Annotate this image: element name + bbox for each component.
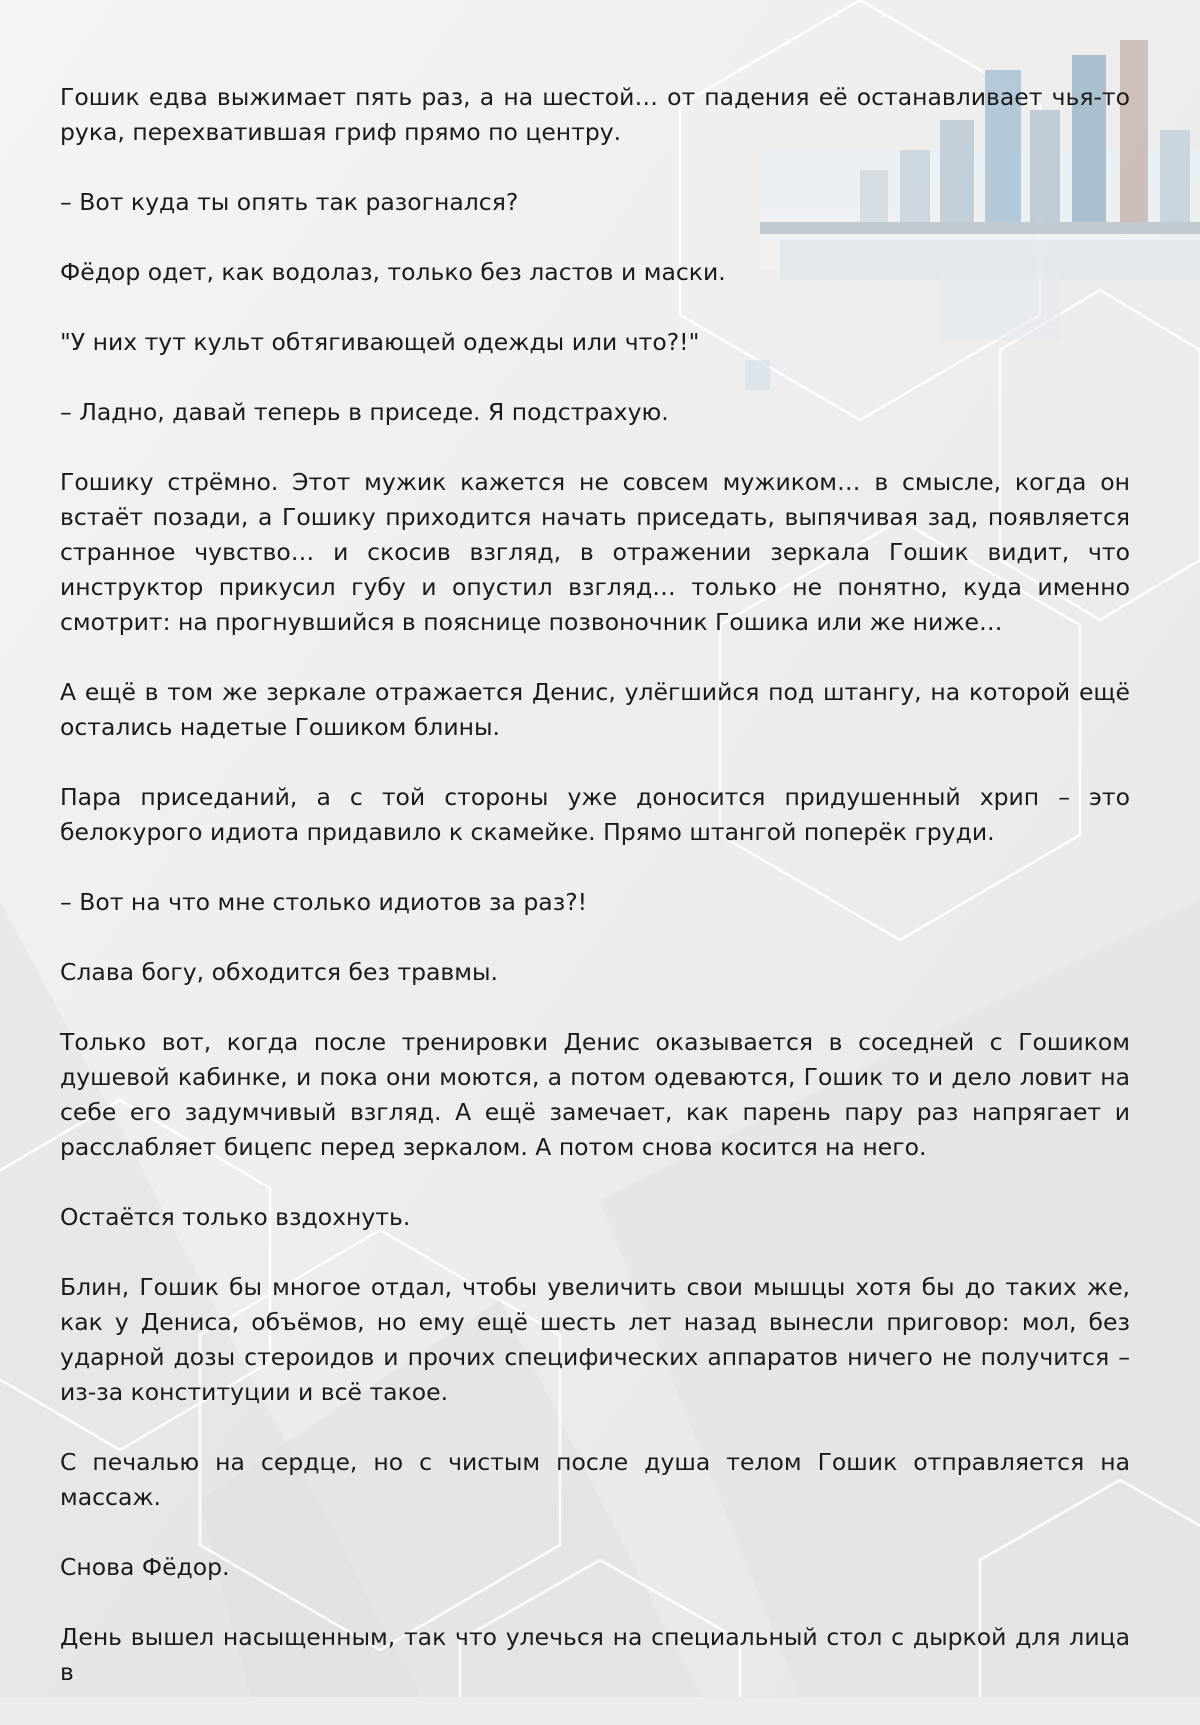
paragraph: С печалью на сердце, но с чистым после душа телом Гошик отправляется на массаж. [60,1448,1130,1511]
paragraph: А ещё в том же зеркале отражается Денис, улёгшийся под штангу, на которой ещё остались надетые Гошиком блины. [60,678,1130,741]
paragraph: Остаётся только вздохнуть. [60,1203,411,1231]
paragraph: Снова Фёдор. [60,1553,230,1581]
paragraph: Гошику стрёмно. Этот мужик кажется не совсем мужиком… в смысле, когда он встаёт позади, а Гошику приходится начать приседать, выпячивая зад, появляется странное чувство… и скосив взгляд, в отражении зеркала Гошик видит, что инструктор прикусил губу и опустил взгляд… только не понятно, куда именно смотрит: на прогнувшийся в пояснице позвоночник Гошика или же ниже… [60,468,1130,636]
paragraph: Гошик едва выжимает пять раз, а на шестой… от падения её останавливает чья-то рука, перехватившая гриф прямо по центру. [60,83,1130,146]
document-body [60,80,1130,1725]
paragraph: – Вот на что мне столько идиотов за раз?! [60,888,588,916]
paragraph: Только вот, когда после тренировки Денис оказывается в соседней с Гошиком душевой кабинке, и пока они моются, а потом одеваются, Гошик то и дело ловит на себе его задумчивый взгляд. А ещё замечает, как парень пару раз напрягает и расслабляет бицепс перед зеркалом. А потом снова косится на него. [60,1028,1130,1161]
paragraph: – Ладно, давай теперь в приседе. Я подстрахую. [60,398,669,426]
paragraph: Пара приседаний, а с той стороны уже доносится придушенный хрип – это белокурого идиота придавило к скамейке. Прямо штангой поперёк груди. [60,783,1130,846]
paragraph: – Вот куда ты опять так разогнался? [60,188,519,216]
paragraph: День вышел насыщенным, так что улечься на специальный стол с дыркой для лица в [60,1623,1130,1686]
paragraph: Слава богу, обходится без травмы. [60,958,499,986]
paragraph: "У них тут культ обтягивающей одежды или что?!" [60,328,700,356]
paragraph: Блин, Гошик бы многое отдал, чтобы увеличить свои мышцы хотя бы до таких же, как у Дениса, объёмов, но ему ещё шесть лет назад вынесли приговор: мол, без ударной дозы стероидов и прочих специфических аппаратов ничего не получится – из-за конституции и всё такое. [60,1273,1130,1406]
paragraph: Фёдор одет, как водолаз, только без ластов и маски. [60,258,726,286]
